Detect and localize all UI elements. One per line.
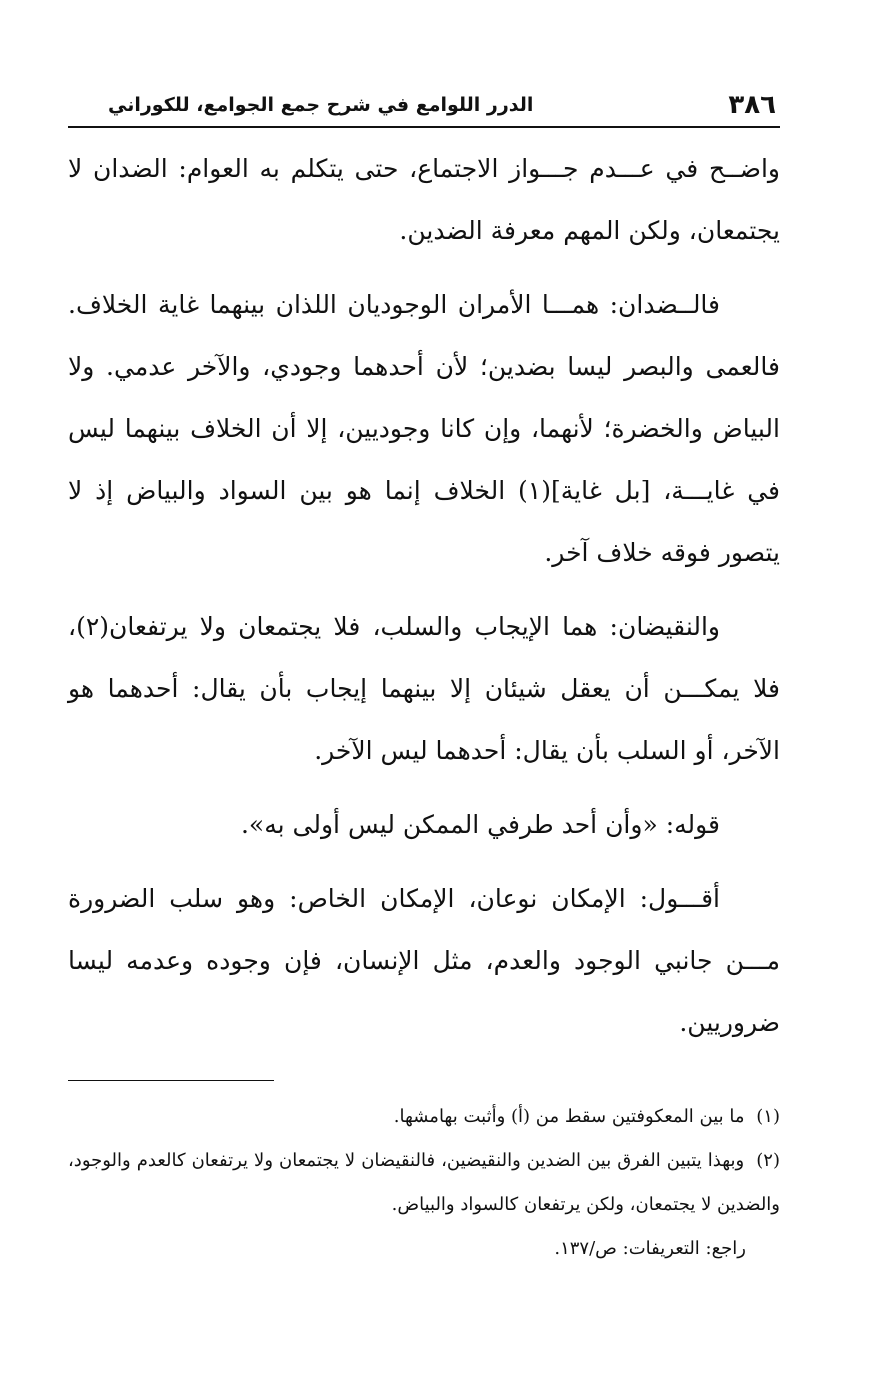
footnotes	[68, 1095, 780, 1271]
page-header	[68, 84, 780, 128]
paragraph-5: أقـــول: الإمكان نوعان، الإمكان الخاص: وهو سلب الضرورة مـــن جانبي الوجود والعدم، مثل الإنسان، فإن وجوده وعدمه ليسا ضروريين.	[68, 884, 780, 1037]
main-text	[68, 138, 780, 1054]
footnote-2-reference: راجع: التعريفات: ص/١٣٧.	[554, 1238, 746, 1259]
page-number: ٣٨٦	[728, 90, 776, 120]
footnote-2-marker: (٢)	[756, 1150, 780, 1171]
book-page	[68, 84, 780, 1271]
footnote-separator-wrap	[68, 1080, 780, 1081]
footnote-1-text: ما بين المعكوفتين سقط من (أ) وأثبت بهامشها.	[393, 1106, 745, 1127]
paragraph-4: قوله: «وأن أحد طرفي الممكن ليس أولى به».	[240, 810, 720, 839]
footnote-separator	[68, 1080, 274, 1081]
footnote-1-marker: (١)	[756, 1106, 780, 1127]
footnote-2-text: وبهذا يتبين الفرق بين الضدين والنقيضين، فالنقيضان لا يجتمعان ولا يرتفعان كالعدم والوجود، والضدين لا يجتمعان، ولكن يرتفعان كالسواد والبياض.	[68, 1150, 780, 1215]
paragraph-2: فالــضدان: همـــا الأمران الوجوديان اللذان بينهما غاية الخلاف. فالعمى والبصر ليسا بضدين؛ لأن أحدهما وجودي، والآخر عدمي. ولا البياض والخضرة؛ لأنهما، وإن كانا وجوديين، إلا أن الخلاف بينهما ليس في غايـــة، [بل غاية](١) الخلاف إنما هو بين السواد والبياض إذ لا يتصور فوقه خلاف آخر.	[68, 290, 780, 567]
paragraph-1: واضــح في عـــدم جـــواز الاجتماع، حتى يتكلم به العوام: الضدان لا يجتمعان، ولكن المهم معرفة الضدين.	[68, 154, 780, 245]
paragraph-3: والنقيضان: هما الإيجاب والسلب، فلا يجتمعان ولا يرتفعان(٢)، فلا يمكـــن أن يعقل شيئان إلا بينهما إيجاب بأن يقال: أحدهما هو الآخر، أو السلب بأن يقال: أحدهما ليس الآخر.	[68, 612, 780, 765]
footnote-2	[68, 1139, 780, 1227]
running-title: الدرر اللوامع في شرح جمع الجوامع، للكوراني	[108, 94, 534, 116]
footnote-1	[68, 1095, 780, 1139]
